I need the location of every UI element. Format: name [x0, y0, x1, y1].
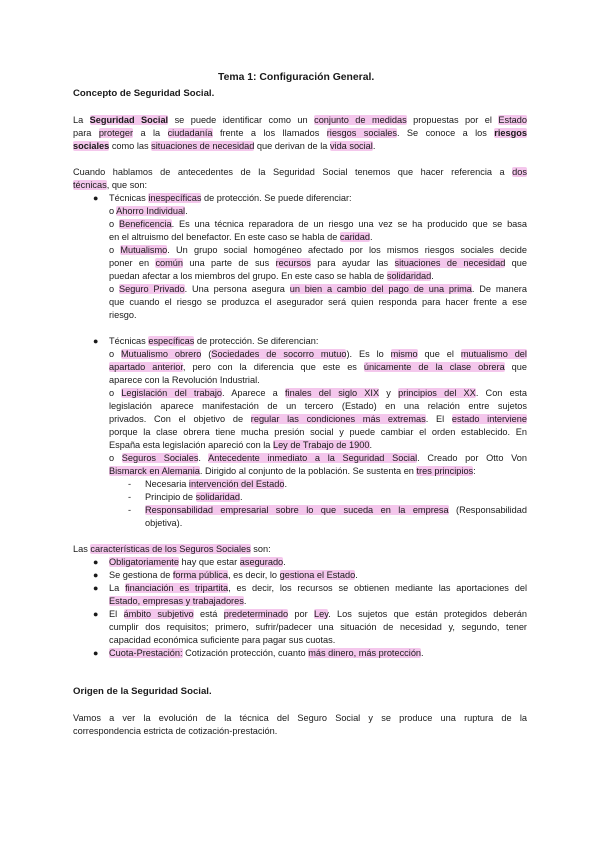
text-run: o [109, 219, 119, 229]
text-run: . Dirigido al conjunto de la población. Se sustenta en [199, 466, 417, 476]
text-run: puedan afectar a los miembros del grupo. En este caso se habla de [109, 271, 387, 281]
text-run: objetiva). [145, 518, 183, 528]
highlighted-text: Mutualismo obrero [121, 349, 202, 359]
highlighted-text: Estado [498, 115, 527, 125]
text-run: a la [133, 128, 168, 138]
text-run: una parte de sus [183, 258, 276, 268]
text-run: está [193, 609, 224, 619]
text-run: . [355, 570, 358, 580]
highlighted-text: recursos [275, 258, 311, 268]
text-run: . Es una técnica reparadora de un riesgo una vez se ha producido que se basa [171, 219, 527, 229]
bullet-icon: ● [93, 648, 99, 658]
highlighted-text: un bien a cambio del pago de una prima [289, 284, 472, 294]
text-run: . El [425, 414, 452, 424]
highlighted-text: asegurado [239, 557, 284, 567]
text-run: se puede identificar como un [168, 115, 315, 125]
highlighted-text: vida social [329, 141, 373, 151]
text-run: La [73, 115, 90, 125]
text-line [109, 452, 527, 465]
highlighted-text: gestiona el Estado [279, 570, 356, 580]
text-run: . Aparece a [222, 388, 285, 398]
highlighted-text: Ahorro Individual [116, 206, 186, 216]
text-line [145, 517, 182, 530]
highlighted-text: Bismarck en Alemania [109, 466, 200, 476]
page-title: Tema 1: Configuración General. [218, 72, 375, 83]
text-line [109, 608, 527, 621]
text-line [109, 192, 352, 205]
text-run: España esta legislación apareció con la [109, 440, 273, 450]
text-line [109, 374, 260, 387]
highlighted-text: caridad [339, 232, 370, 242]
text-run: y [379, 388, 399, 398]
highlighted-text: características de los Seguros Sociales [90, 544, 251, 554]
text-run: Cotización protección, cuanto [182, 648, 309, 658]
highlighted-text: Beneficencia [118, 219, 172, 229]
text-run: o [109, 349, 121, 359]
text-run: , que son: [106, 180, 148, 190]
highlighted-text: riesgos sociales [326, 128, 397, 138]
text-line [109, 582, 527, 595]
highlighted-text: apartado anterior [109, 362, 183, 372]
text-line [109, 283, 527, 296]
text-line [109, 244, 527, 257]
bullet-icon: ● [93, 583, 99, 593]
text-line [109, 335, 318, 348]
highlighted-text: finales del siglo XIX [285, 388, 380, 398]
text-run: hay que estar [178, 557, 240, 567]
highlighted-text: Legislación del trabajo [121, 388, 223, 398]
text-run: : [473, 466, 476, 476]
text-line [109, 387, 527, 400]
text-run: ). Es lo [346, 349, 391, 359]
text-run: Técnicas [109, 336, 149, 346]
text-run: que el [417, 349, 461, 359]
text-line [109, 270, 434, 283]
highlighted-text: Cuota-Prestación: [109, 648, 183, 658]
text-run: , es decir, los recursos se obtienen mediante las aportaciones del [228, 583, 527, 593]
text-line [73, 179, 147, 192]
text-line [109, 647, 424, 660]
highlighted-text: Ley de Trabajo de 1900 [272, 440, 370, 450]
highlighted-text: Ley [314, 609, 329, 619]
text-run: Necesaria [145, 479, 189, 489]
text-run: . [370, 232, 373, 242]
text-run: , pero con la diferencia que este es [182, 362, 364, 372]
highlighted-text: ámbito subjetivo [123, 609, 194, 619]
text-run: ( [201, 349, 212, 359]
text-run: que [505, 258, 527, 268]
text-line [145, 491, 243, 504]
text-line [109, 231, 373, 244]
text-line [109, 218, 527, 231]
text-run: propuestas por el [406, 115, 499, 125]
text-line [145, 504, 527, 517]
highlighted-text: Seguro Privado [118, 284, 185, 294]
text-run: . [185, 206, 188, 216]
highlighted-text: mutualismo del [460, 349, 527, 359]
text-line [109, 621, 527, 634]
text-line [73, 725, 277, 738]
highlighted-text: estado interviene [451, 414, 528, 424]
highlighted-text: intervención del Estado [188, 479, 285, 489]
bullet-icon: ● [93, 336, 99, 346]
highlighted-text: situaciones de necesidad [394, 258, 506, 268]
text-run: Vamos a ver la evolución de la técnica del Seguro Social y se produce una ruptura de la [73, 713, 527, 723]
text-run: . [421, 648, 424, 658]
text-run: La [109, 583, 126, 593]
text-run: Se gestiona de [109, 570, 173, 580]
text-run: . Con esta [475, 388, 527, 398]
section-heading-origen: Origen de la Seguridad Social. [73, 686, 212, 697]
text-run: . De manera [471, 284, 527, 294]
text-line [109, 595, 246, 608]
text-run: que [504, 362, 527, 372]
text-line [109, 569, 358, 582]
highlighted-text: financiación es tripartita [125, 583, 229, 593]
highlighted-text: conjunto de medidas [314, 115, 407, 125]
bullet-icon: ● [93, 570, 99, 580]
text-run: . [284, 479, 287, 489]
text-run: . [369, 440, 373, 450]
bullet-icon: ● [93, 557, 99, 567]
text-run: . [431, 271, 434, 281]
text-run: . [243, 596, 247, 606]
text-run: porque la clase obrera tiene mucha presión social y puede cambiar el orden establecido. En [109, 427, 527, 437]
highlighted-text: inespecíficas [148, 193, 202, 203]
highlighted-text: mismo [390, 349, 418, 359]
text-run: . Creado por Otto Von [417, 453, 527, 463]
dash-marker: - [128, 492, 132, 502]
text-run: que derivan de la [254, 141, 330, 151]
text-line [109, 439, 372, 452]
text-run: . [372, 141, 376, 151]
highlighted-text: Mutualismo [120, 245, 168, 255]
highlighted-text: solidaridad [386, 271, 432, 281]
text-run: privados. Con el objetivo de [109, 414, 251, 424]
text-run: . [283, 557, 286, 567]
text-run: Las [73, 544, 91, 554]
text-run: frente a los llamados [212, 128, 327, 138]
highlighted-text: riesgos [494, 128, 527, 138]
text-run: en el altruismo del benefactor. En este caso se habla de [109, 232, 340, 242]
text-run: o [109, 245, 121, 255]
text-run: . Una persona asegura [184, 284, 290, 294]
highlighted-text: Antecedente inmediato a la Seguridad Social [208, 453, 418, 463]
highlighted-text: únicamente de la clase obrera [363, 362, 505, 372]
text-run: riesgo. [109, 310, 137, 320]
highlighted-text: predeterminado [223, 609, 289, 619]
text-line [109, 426, 527, 439]
highlighted-text: Estado, empresas y trabajadores [109, 596, 244, 606]
dash-marker: - [128, 505, 132, 515]
text-run: son: [250, 544, 271, 554]
dash-marker: - [128, 479, 132, 489]
text-run: . Los sujetos que están protegidos deberán [328, 609, 527, 619]
text-run: (Responsabilidad [448, 505, 527, 515]
text-run: o [109, 206, 117, 216]
text-line [73, 166, 527, 179]
text-run: de protección. Se puede diferenciar: [201, 193, 352, 203]
text-run: que cuando el riesgo se produzca el asegurador será quien responda para hacer frente a ese [109, 297, 527, 307]
text-line [73, 127, 527, 140]
text-run: . [240, 492, 243, 502]
highlighted-text: Responsabilidad empresarial sobre lo que suceda en la empresa [145, 505, 449, 515]
text-run: de protección. Se diferencian: [194, 336, 319, 346]
bullet-icon: ● [93, 193, 99, 203]
text-line [73, 712, 527, 725]
highlighted-text: Seguridad Social [89, 115, 169, 125]
text-line [109, 465, 476, 478]
highlighted-text: solidaridad [195, 492, 240, 502]
text-line [109, 296, 527, 309]
text-run: por [288, 609, 314, 619]
text-line [109, 556, 286, 569]
text-line [109, 634, 335, 647]
text-line [109, 413, 527, 426]
highlighted-text: forma pública [172, 570, 229, 580]
text-line [109, 309, 137, 322]
highlighted-text: tres principios [416, 466, 474, 476]
text-run: El [109, 609, 124, 619]
text-run: Técnicas [109, 193, 149, 203]
text-run: capacidad económica suficiente para pagar sus cuotas. [109, 635, 336, 645]
text-run: Cuando hablamos de antecedentes de la Seguridad Social tenemos que hacer referencia a [73, 167, 513, 177]
highlighted-text: común [155, 258, 184, 268]
text-run: o [109, 453, 122, 463]
text-run: como las [109, 141, 152, 151]
text-line [109, 400, 527, 413]
highlighted-text: Seguros Sociales [121, 453, 199, 463]
text-line [109, 361, 527, 374]
highlighted-text: regular las condiciones más extremas [250, 414, 426, 424]
text-line [145, 478, 287, 491]
text-run: correspondencia estricta de cotización-prestación. [73, 726, 278, 736]
highlighted-text: situaciones de necesidad [151, 141, 255, 151]
highlighted-text: dos [512, 167, 527, 177]
highlighted-text: sociales [73, 141, 110, 151]
text-run: aparece con la Revolución Industrial. [109, 375, 260, 385]
highlighted-text: Obligatoriamente [109, 557, 179, 567]
section-heading-concepto: Concepto de Seguridad Social. [73, 88, 215, 99]
text-run: . Un grupo social homogéneo afectado por los mismos riesgos sociales decide [167, 245, 527, 255]
text-run: . [198, 453, 209, 463]
bullet-icon: ● [93, 609, 99, 619]
text-run: o [109, 388, 122, 398]
text-run: . Se conoce a los [396, 128, 495, 138]
highlighted-text: principios del XX [398, 388, 476, 398]
highlighted-text: Sociedades de socorro mutuo [211, 349, 347, 359]
text-run: o [109, 284, 119, 294]
highlighted-text: ciudadanía [167, 128, 213, 138]
highlighted-text: más dinero, más protección [308, 648, 422, 658]
text-line [73, 114, 527, 127]
text-run: cumplir dos requisitos; primero, sufrir/padecer una situación de necesidad y, segundo, tener [109, 622, 527, 632]
highlighted-text: proteger [98, 128, 134, 138]
text-line [73, 543, 271, 556]
text-run: Principio de [145, 492, 196, 502]
text-line [73, 140, 375, 153]
text-run: legislación aparece manifestación de un tercero (Estado) en una relación entre sujetos [109, 401, 527, 411]
text-run: poner en [109, 258, 156, 268]
highlighted-text: técnicas [73, 180, 107, 190]
text-line [109, 257, 527, 270]
text-run: para [73, 128, 99, 138]
text-line [109, 205, 188, 218]
text-run: , es decir, lo [228, 570, 280, 580]
text-line [109, 348, 527, 361]
text-run: para ayudar las [310, 258, 395, 268]
highlighted-text: específicas [148, 336, 195, 346]
